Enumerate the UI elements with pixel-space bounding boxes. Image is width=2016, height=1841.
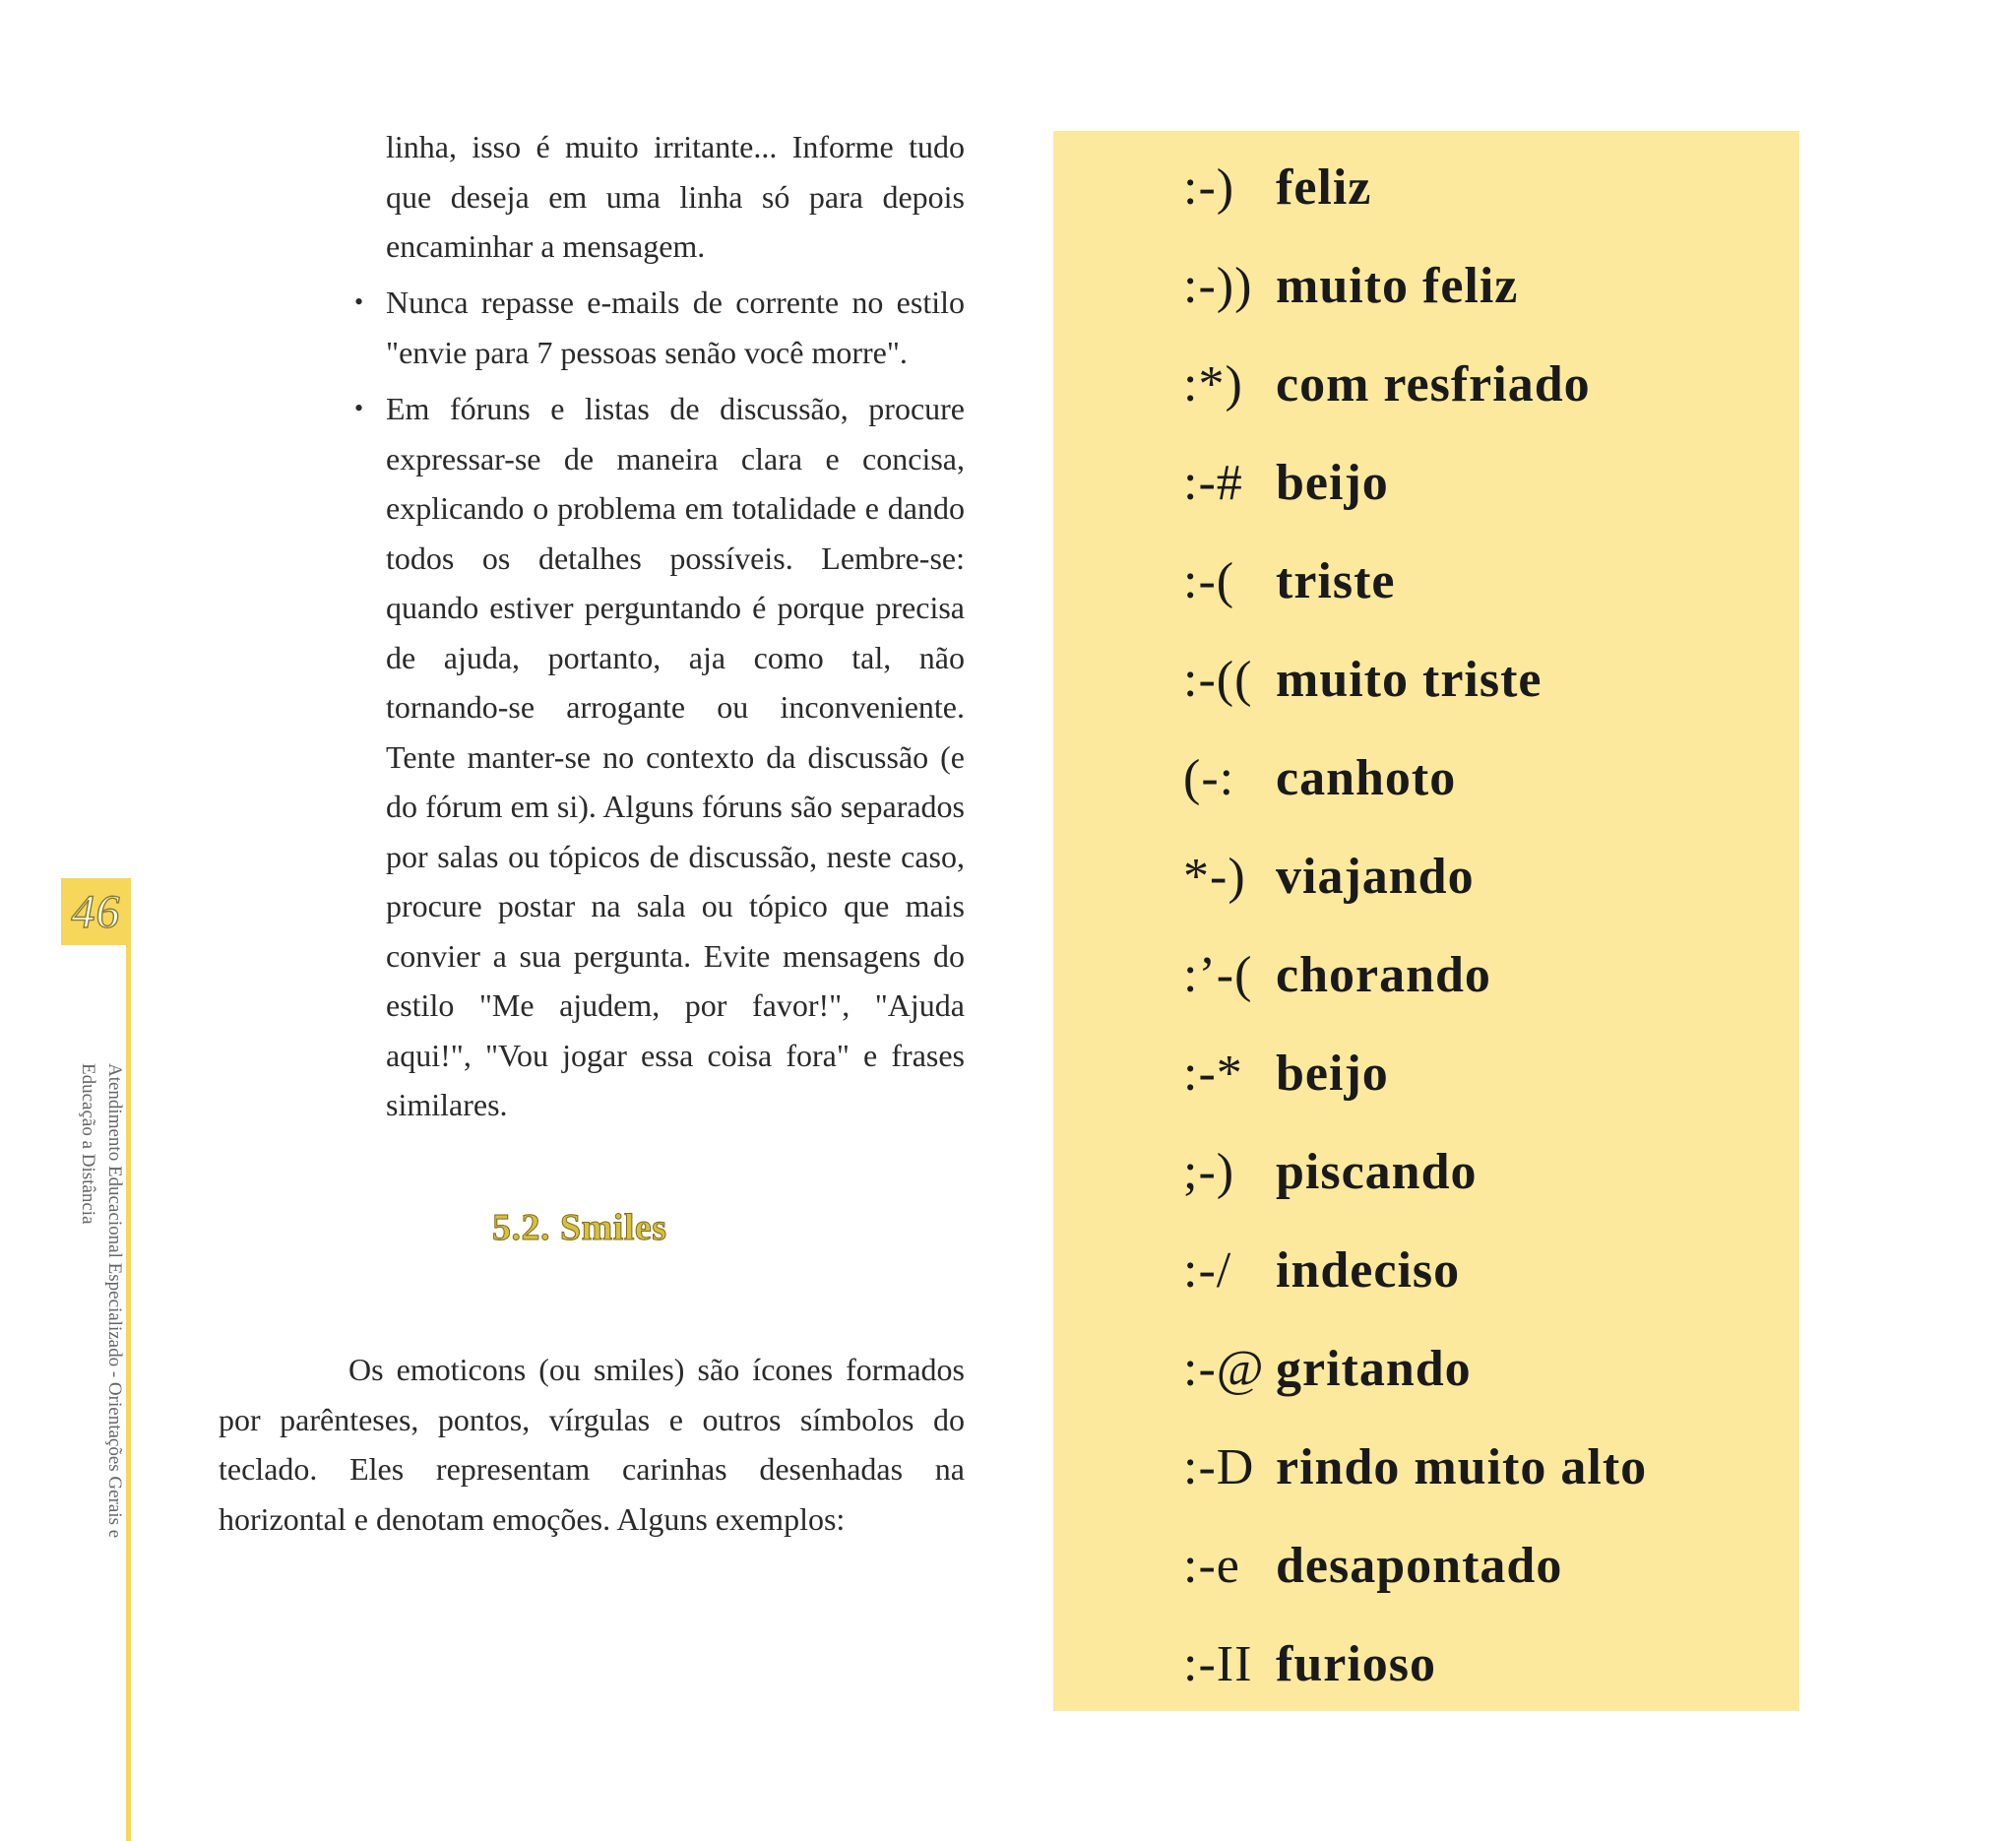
bullet-icon: •: [354, 287, 364, 316]
emoticon-code: :*): [1183, 355, 1243, 413]
emoticon-code: :-)): [1183, 257, 1253, 314]
intro-paragraph: [219, 1345, 965, 1544]
emoticon-meaning: muito feliz: [1276, 257, 1519, 314]
etiquette-bullet-list: [354, 278, 965, 1137]
emoticon-meaning: com resfriado: [1276, 355, 1591, 413]
page-number-tab: [61, 878, 131, 945]
emoticon-meaning: muito triste: [1276, 651, 1543, 708]
emoticon-meaning: gritando: [1276, 1340, 1472, 1397]
emoticon-code: :-e: [1183, 1537, 1240, 1594]
emoticon-row: [1183, 532, 1395, 630]
emoticon-meaning: feliz: [1276, 159, 1372, 216]
emoticon-code: (-:: [1183, 749, 1235, 806]
emoticon-code: :-): [1183, 159, 1235, 216]
emoticon-code: *-): [1183, 848, 1246, 905]
emoticon-code: ;-): [1183, 1143, 1235, 1200]
running-title-line-2: Educação a Distância: [78, 1063, 98, 1225]
emoticon-row: [1183, 433, 1389, 532]
emoticon-row: [1183, 335, 1591, 433]
emoticon-row: [1183, 1319, 1472, 1418]
emoticon-code: :-II: [1183, 1635, 1253, 1692]
emoticon-row: [1183, 236, 1518, 335]
emoticon-code: :-/: [1183, 1241, 1232, 1299]
emoticon-meaning: desapontado: [1276, 1537, 1563, 1594]
intro-text: Os emoticons (ou smiles) são ícones formados por parênteses, pontos, vírgulas e outros símbolos do teclado. Eles representam carinhas desenhadas na horizontal e denotam emoções. Alguns exemplos:: [219, 1352, 965, 1537]
emoticon-meaning: rindo muito alto: [1276, 1438, 1648, 1495]
emoticon-row: [1183, 1024, 1389, 1122]
emoticon-meaning: triste: [1276, 552, 1396, 609]
emoticon-code: :-((: [1183, 651, 1253, 708]
emoticon-meaning: piscando: [1276, 1143, 1478, 1200]
emoticon-row: [1183, 1516, 1562, 1615]
emoticon-meaning: viajando: [1276, 848, 1475, 905]
emoticon-row: [1183, 827, 1475, 925]
emoticon-code: :-D: [1183, 1438, 1255, 1495]
emoticon-code: :-(: [1183, 552, 1235, 609]
emoticon-meaning: chorando: [1276, 946, 1491, 1003]
emoticon-code: :’-(: [1183, 946, 1253, 1003]
bullet-icon: •: [354, 394, 364, 422]
emoticon-row: [1183, 1221, 1460, 1319]
continuation-paragraph: [386, 122, 965, 272]
emoticon-list-box: [1053, 131, 1799, 1711]
emoticon-code: :-@: [1183, 1340, 1265, 1397]
emoticon-meaning: furioso: [1276, 1635, 1436, 1692]
page-number: 46: [71, 885, 121, 938]
emoticon-meaning: beijo: [1276, 1045, 1389, 1102]
emoticon-row: [1183, 729, 1456, 827]
emoticon-row: [1183, 1122, 1478, 1221]
emoticon-code: :-#: [1183, 454, 1243, 511]
bullet-item: [354, 384, 965, 1130]
emoticon-row: [1183, 630, 1542, 729]
emoticon-meaning: indeciso: [1276, 1241, 1461, 1299]
emoticon-code: :-*: [1183, 1045, 1243, 1102]
emoticon-row: [1183, 1615, 1436, 1713]
bullet-item: [354, 278, 965, 377]
section-heading: 5.2. Smiles: [492, 1207, 667, 1248]
bullet-text: Nunca repasse e-mails de corrente no estilo "envie para 7 pessoas senão você morre".: [386, 285, 965, 370]
running-title: [59, 1063, 128, 1615]
continuation-text: linha, isso é muito irritante... Informe tudo que deseja em uma linha só para depois encaminhar a mensagem.: [386, 129, 965, 264]
emoticon-meaning: beijo: [1276, 454, 1389, 511]
emoticon-meaning: canhoto: [1276, 749, 1457, 806]
emoticon-row: [1183, 1418, 1647, 1516]
emoticon-row: [1183, 925, 1491, 1024]
bullet-text: Em fóruns e listas de discussão, procure expressar-se de maneira clara e concisa, explicando o problema em totalidade e dando todos os detalhes possíveis. Lembre-se: quando estiver perguntando é porque precisa de ajuda, portanto, aja como tal, não tornando-se arrogante ou inconveniente. Tente manter-se no contexto da discussão (e do fórum em si). Alguns fóruns são separados por salas ou tópicos de discussão, neste caso, procure postar na sala ou tópico que mais convier a sua pergunta. Evite mensagens do estilo "Me ajudem, por favor!", "Ajuda aqui!", "Vou jogar essa coisa fora" e frases similares.: [386, 391, 965, 1122]
emoticon-row: [1183, 138, 1371, 236]
running-title-line-1: Atendimento Educacional Especializado - Orientações Gerais e: [104, 1063, 125, 1539]
